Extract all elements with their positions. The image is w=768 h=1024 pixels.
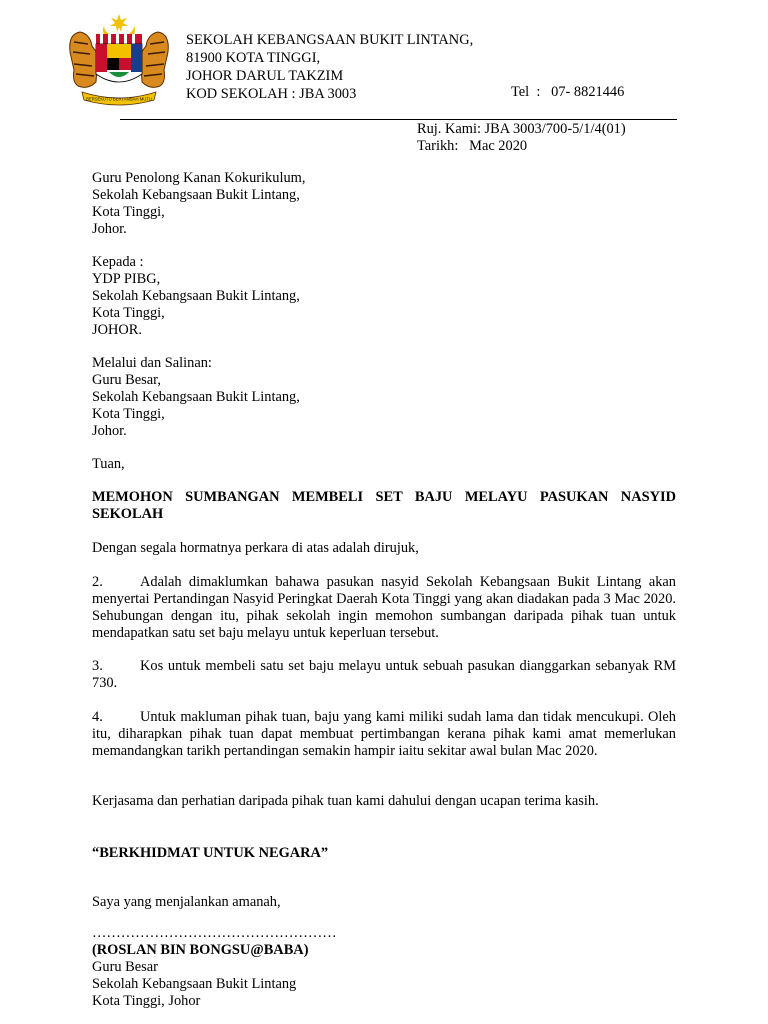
school-state: JOHOR DARUL TAKZIM xyxy=(186,68,344,84)
signoff-text: Saya yang menjalankan amanah, xyxy=(92,894,281,910)
motto xyxy=(92,845,328,862)
opening-text: Dengan segala hormatnya perkara di atas adalah dirujuk, xyxy=(92,540,419,556)
salutation-text: Tuan, xyxy=(92,456,125,472)
recipient-line: Sekolah Kebangsaan Bukit Lintang, xyxy=(92,288,300,304)
via-line: Kota Tinggi, xyxy=(92,406,165,422)
letter-subject: MEMOHON SUMBANGAN MEMBELI SET BAJU MELAYU PASUKAN NASYID SEKOLAH xyxy=(92,489,676,522)
paragraph-text: Kos untuk membeli satu set baju melayu untuk sebuah pasukan dianggarkan sebanyak RM 730. xyxy=(92,658,676,691)
sender-address xyxy=(92,170,305,238)
via-line: Guru Besar, xyxy=(92,372,161,388)
sender-line: Kota Tinggi, xyxy=(92,204,165,220)
via-line: Melalui dan Salinan: xyxy=(92,355,212,371)
school-address xyxy=(186,32,473,104)
signatory-name: (ROSLAN BIN BONGSU@BABA) xyxy=(92,942,309,958)
paragraph-text: Untuk makluman pihak tuan, baju yang kami miliki sudah lama dan tidak mencukupi. Oleh itu, diharapkan pihak tuan dapat membuat pertimbangan kerana pihak kami amat memerlukan memandangkan tarikh pertandingan semakin hampir iaitu sekitar awal bulan Mac 2020. xyxy=(92,709,676,759)
signatory-school: Sekolah Kebangsaan Bukit Lintang xyxy=(92,976,297,992)
signature-line: …………………………………………… xyxy=(92,925,337,941)
school-code: KOD SEKOLAH : JBA 3003 xyxy=(186,86,357,102)
reference-number: Ruj. Kami: JBA 3003/700-5/1/4(01) xyxy=(417,121,626,137)
via-copy-address xyxy=(92,355,300,440)
recipient-address xyxy=(92,254,300,339)
recipient-line: YDP PIBG, xyxy=(92,271,161,287)
closing-line xyxy=(92,793,599,810)
paragraph-number: 2. xyxy=(92,574,103,590)
signatory-location: Kota Tinggi, Johor xyxy=(92,993,201,1009)
paragraph-number: 3. xyxy=(92,658,103,674)
header-divider xyxy=(120,119,677,120)
sender-line: Guru Penolong Kanan Kokurikulum, xyxy=(92,170,306,186)
motto-text: “BERKHIDMAT UNTUK NEGARA” xyxy=(92,845,329,861)
recipient-line: JOHOR. xyxy=(92,322,142,338)
paragraph-2 xyxy=(92,574,676,642)
reference-block xyxy=(417,121,626,155)
crest-motto: BERSEKUTU BERTAMBAH MUTU xyxy=(86,96,152,102)
paragraph-4 xyxy=(92,709,676,760)
sender-line: Johor. xyxy=(92,221,127,237)
coat-of-arms-logo xyxy=(64,12,174,110)
via-line: Johor. xyxy=(92,423,127,439)
school-postcode-city: 81900 KOTA TINGGI, xyxy=(186,50,321,66)
school-name: SEKOLAH KEBANGSAAN BUKIT LINTANG, xyxy=(186,32,474,48)
signatory-title: Guru Besar xyxy=(92,959,158,975)
sender-line: Sekolah Kebangsaan Bukit Lintang, xyxy=(92,187,300,203)
paragraph-text: Adalah dimaklumkan bahawa pasukan nasyid Sekolah Kebangsaan Bukit Lintang akan menyertai Pertandingan Nasyid Peringkat Daerah Kota Tinggi yang akan diadakan pada 3 Mac 2020. Sehubungan dengan itu, pihak sekolah ingin memohon sumbangan daripada pihak tuan untuk mendapatkan satu set baju melayu untuk keperluan tersebut. xyxy=(92,574,676,641)
signoff xyxy=(92,894,281,911)
recipient-line: Kota Tinggi, xyxy=(92,305,165,321)
closing-text: Kerjasama dan perhatian daripada pihak tuan kami dahului dengan ucapan terima kasih. xyxy=(92,793,599,809)
paragraph-number: 4. xyxy=(92,709,103,725)
paragraph-3 xyxy=(92,658,676,692)
letter-date: Tarikh: Mac 2020 xyxy=(417,138,528,154)
salutation xyxy=(92,456,125,473)
recipient-line: Kepada : xyxy=(92,254,144,270)
via-line: Sekolah Kebangsaan Bukit Lintang, xyxy=(92,389,300,405)
signature-area xyxy=(92,925,337,1010)
opening-line xyxy=(92,540,419,557)
school-telephone: Tel : 07- 8821446 xyxy=(511,84,625,100)
